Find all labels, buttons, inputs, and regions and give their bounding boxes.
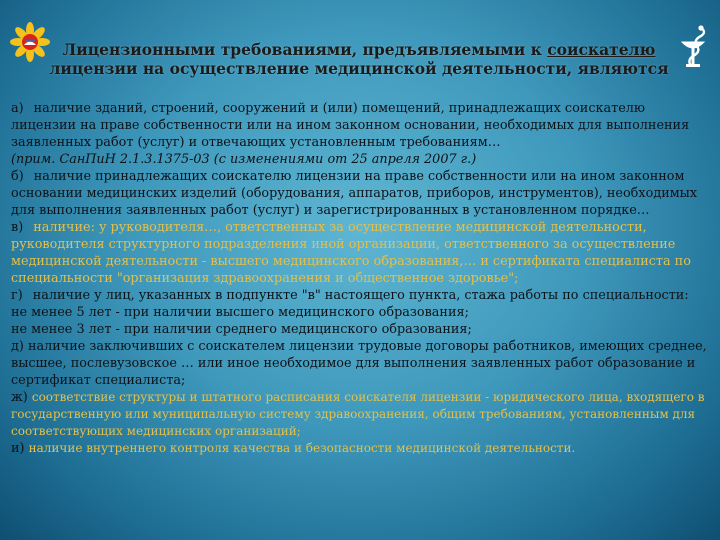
medical-bowl-snake-icon bbox=[676, 18, 710, 78]
flower-logo-icon bbox=[8, 20, 52, 64]
requirement-v-marker: в) bbox=[11, 220, 24, 235]
requirement-d bbox=[11, 338, 711, 389]
requirement-i bbox=[11, 440, 711, 457]
requirement-i-marker: и) bbox=[11, 441, 25, 456]
requirement-g bbox=[11, 287, 711, 304]
title-line-2: лицензии на осуществление медицинской деятельности, являются bbox=[49, 59, 669, 78]
requirement-v bbox=[11, 219, 711, 287]
requirement-g-line-2: не менее 5 лет - при наличии высшего медицинского образования; bbox=[11, 305, 469, 320]
requirement-d-marker: д) bbox=[11, 339, 24, 354]
requirement-d-text: наличие заключивших с соискателем лицензии трудовые договоры работников, имеющих среднее, высшее, послевузовское … или иное необходимое для выполнения заявленных работ образование и сертификат специалиста; bbox=[11, 339, 707, 388]
requirement-zh-marker: ж) bbox=[11, 390, 28, 405]
requirement-v-text: наличие: у руководителя…, ответственных за осуществление медицинской деятельности, руководителя структурного подразделения иной организации, ответственного за осуществление медицинской деятельности - высшего медицинского образования,… и сертификата специалиста по специальности "организация здравоохранения и общественное здоровье"; bbox=[11, 220, 691, 286]
requirement-b-text: наличие принадлежащих соискателю лицензии на праве собственности или на ином законном основании медицинских изделий (оборудования, аппаратов, приборов, инструментов), необходимых для выполнения заявленных работ (услуг) и зарегистрированных в установленном порядке… bbox=[11, 169, 698, 218]
requirement-b-marker: б) bbox=[11, 169, 24, 184]
requirement-a-note: (прим. СанПиН 2.1.3.1375-03 (с изменениями от 25 апреля 2007 г.) bbox=[11, 152, 477, 167]
slide-title bbox=[48, 40, 670, 78]
title-underlined-word: соискателю bbox=[547, 40, 656, 59]
requirement-g-text: наличие у лиц, указанных в подпункте "в" настоящего пункта, стажа работы по специальности: bbox=[32, 288, 689, 303]
requirement-g-line-3: не менее 3 лет - при наличии среднего медицинского образования; bbox=[11, 322, 472, 337]
requirement-b bbox=[11, 168, 711, 219]
requirement-i-text: наличие внутреннего контроля качества и безопасности медицинской деятельности. bbox=[28, 441, 576, 455]
title-line-1-text: Лицензионными требованиями, предъявляемыми к bbox=[62, 40, 548, 59]
requirement-zh-text: соответствие структуры и штатного расписания соискателя лицензии - юридического лица, входящего в государственную или муниципальную систему здравоохранения, общим требованиям, установленным для соответствующих медицинских организаций; bbox=[11, 390, 705, 438]
requirement-a-text: наличие зданий, строений, сооружений и (или) помещений, принадлежащих соискателю лицензии на праве собственности или на ином законном основании, необходимых для выполнения заявленных работ (услуг) и отвечающих установленным требованиям… bbox=[11, 101, 690, 150]
requirement-a-marker: а) bbox=[11, 101, 24, 116]
requirements-list bbox=[11, 100, 711, 457]
title-line-1 bbox=[48, 40, 670, 59]
requirement-g-marker: г) bbox=[11, 288, 23, 303]
requirement-zh bbox=[11, 389, 711, 440]
requirement-a bbox=[11, 100, 711, 151]
